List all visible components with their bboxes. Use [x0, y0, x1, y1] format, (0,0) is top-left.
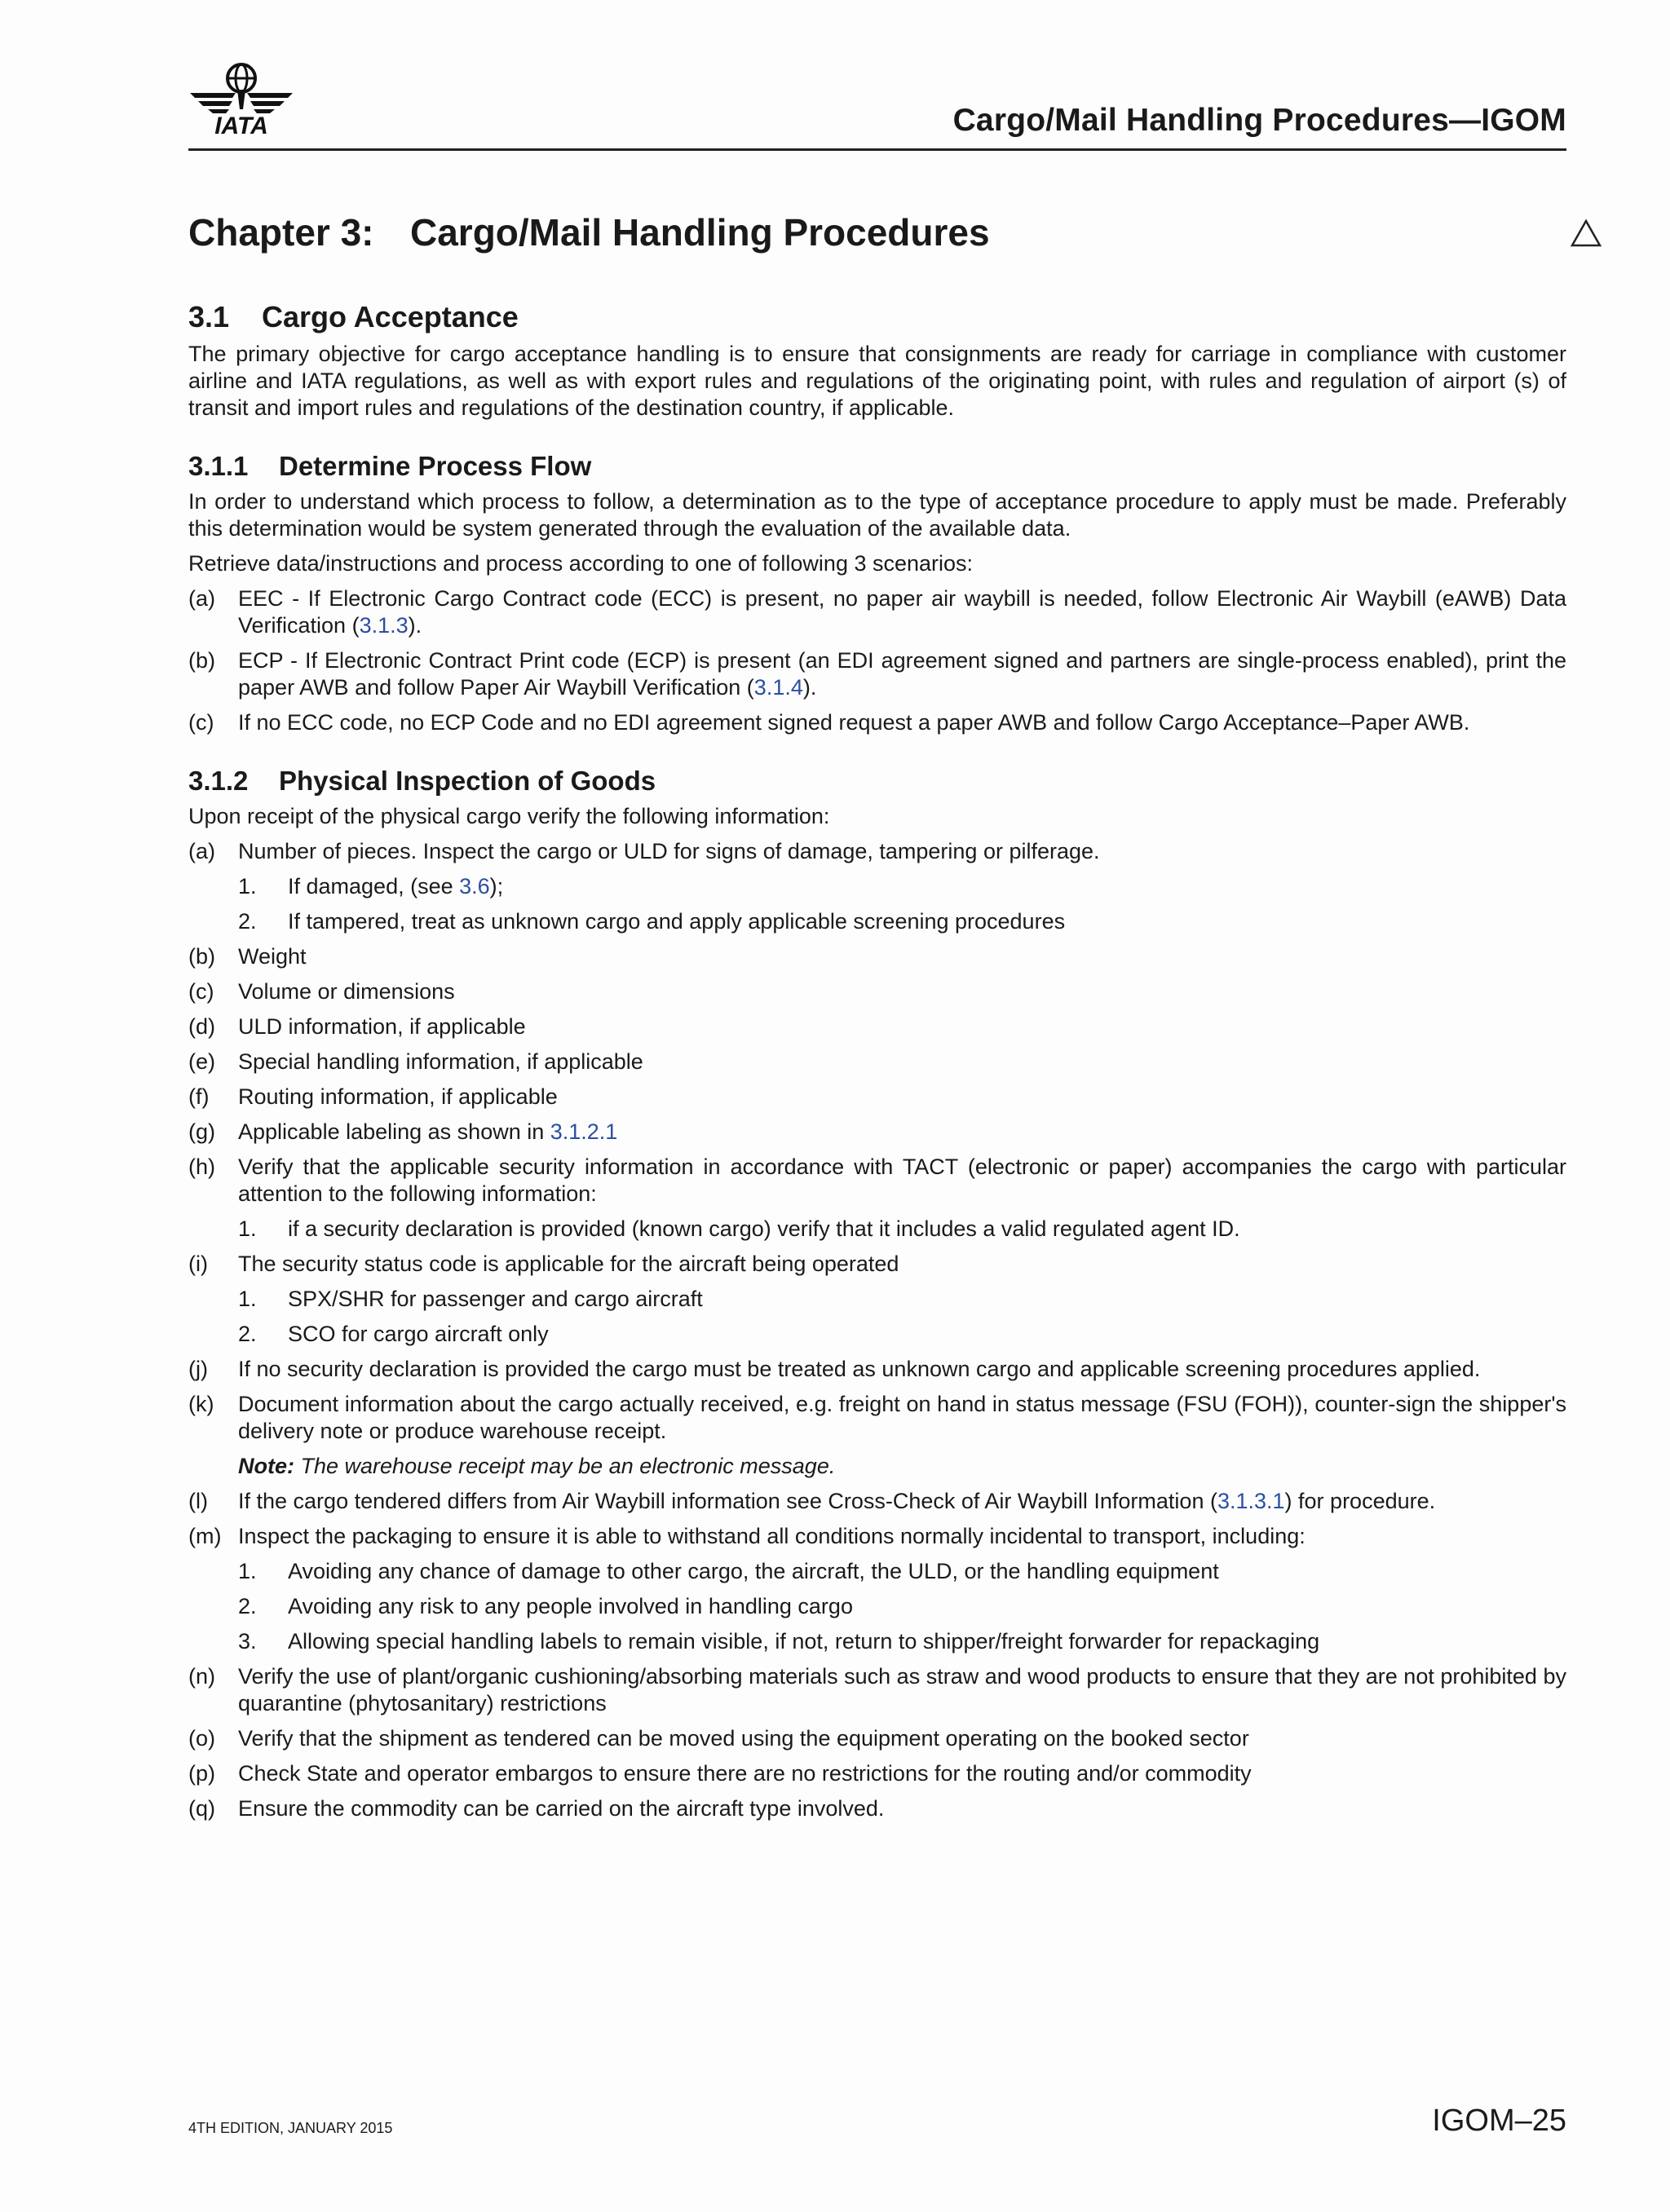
list-item: (f) Routing information, if applicable — [188, 1084, 558, 1109]
sub-list-item: 1. If damaged, (see 3.6); — [238, 874, 504, 898]
iata-logo-icon — [188, 57, 294, 139]
revision-triangle-icon — [1570, 219, 1602, 248]
edition-footer: 4TH EDITION, JANUARY 2015 — [188, 2120, 393, 2136]
list-item: (d) ULD information, if applicable — [188, 1014, 526, 1039]
cross-ref-link[interactable]: 3.1.4 — [753, 675, 803, 700]
paragraph: Upon receipt of the physical cargo verify the following information: — [188, 804, 830, 828]
list-item: (b) ECP - If Electronic Contract Print code (ECP) is present (an EDI agreement signed and partners are single-process enabled), print the paper AWB and follow Paper Air Waybill Verification (3.1.4). — [188, 648, 1566, 700]
subsection-title: Physical Inspection of Goods — [279, 766, 656, 796]
page-body — [188, 300, 1566, 1830]
list-item: (n) Verify the use of plant/organic cushioning/absorbing materials such as straw and wood products to ensure that they are not prohibited by quarantine (phytosanitary) restrictions — [188, 1664, 1566, 1715]
list-item: (b) Weight — [188, 944, 307, 969]
cross-ref-link[interactable]: 3.1.3 — [359, 613, 409, 638]
list-item: (a) EEC - If Electronic Cargo Contract code (ECC) is present, no paper air waybill is needed, follow Electronic Air Waybill (eAWB) Data Verification (3.1.3). — [188, 586, 1566, 638]
cross-ref-link[interactable]: 3.6 — [459, 874, 490, 898]
list-item: (a) Number of pieces. Inspect the cargo or ULD for signs of damage, tampering or pilferage. — [188, 839, 1100, 863]
running-title: Cargo/Mail Handling Procedures—IGOM — [952, 103, 1566, 138]
subsection-number: 3.1.2 — [188, 766, 249, 796]
section-number: 3.1 — [188, 300, 230, 333]
list-item: (e) Special handling information, if applicable — [188, 1049, 643, 1074]
sub-list-item: 2. If tampered, treat as unknown cargo and apply applicable screening procedures — [238, 909, 1066, 934]
paragraph: The primary objective for cargo acceptance handling is to ensure that consignments are ready for carriage in compliance with customer airline and IATA regulations, as well as with export rules and regulations of the originating point, with rules and regulation of airport (s) of transit and import rules and regulations of the destination country, if applicable. — [188, 342, 1566, 420]
sub-list-item: 3. Allowing special handling labels to remain visible, if not, return to shipper/freight forwarder for repackaging — [238, 1629, 1320, 1653]
paragraph: Retrieve data/instructions and process according to one of following 3 scenarios: — [188, 551, 974, 576]
chapter-number: Chapter 3: — [188, 211, 374, 254]
chapter-title — [188, 210, 990, 254]
sub-list-item: 1. Avoiding any chance of damage to other cargo, the aircraft, the ULD, or the handling equipment — [238, 1559, 1219, 1583]
section-title: Cargo Acceptance — [262, 300, 519, 333]
list-item: (q) Ensure the commodity can be carried on the aircraft type involved. — [188, 1796, 885, 1821]
list-item: (p) Check State and operator embargos to ensure there are no restrictions for the routing and/or commodity — [188, 1761, 1252, 1786]
sub-list-item: 1. if a security declaration is provided (known cargo) verify that it includes a valid regulated agent ID. — [238, 1216, 1240, 1241]
list-item: (o) Verify that the shipment as tendered can be moved using the equipment operating on the booked sector — [188, 1726, 1249, 1751]
subsection-heading — [188, 451, 1566, 482]
subsection-heading — [188, 766, 1566, 797]
list-item: (m) Inspect the packaging to ensure it is able to withstand all conditions normally incidental to transport, including: — [188, 1524, 1306, 1548]
list-item: (g) Applicable labeling as shown in 3.1.2.1 — [188, 1119, 618, 1144]
list-item: (i) The security status code is applicable for the aircraft being operated — [188, 1252, 899, 1276]
page-number: IGOM–25 — [1432, 2104, 1566, 2138]
list-item: (h) Verify that the applicable security information in accordance with TACT (electronic or paper) accompanies the cargo with particular attention to the following information: — [188, 1155, 1566, 1206]
svg-text:IATA: IATA — [214, 113, 268, 139]
list-item: (c) Volume or dimensions — [188, 979, 455, 1004]
subsection-title: Determine Process Flow — [279, 451, 592, 481]
list-item: (c) If no ECC code, no ECP Code and no EDI agreement signed request a paper AWB and follow Cargo Acceptance–Paper AWB. — [188, 710, 1470, 735]
list-item: (j) If no security declaration is provided the cargo must be treated as unknown cargo and applicable screening procedures applied. — [188, 1357, 1481, 1381]
sub-list-item: 2. SCO for cargo aircraft only — [238, 1322, 549, 1346]
section-heading — [188, 300, 1566, 334]
cross-ref-link[interactable]: 3.1.3.1 — [1217, 1489, 1285, 1513]
sub-list-item: 2. Avoiding any risk to any people involved in handling cargo — [238, 1594, 853, 1618]
list-item: (k) Document information about the cargo actually received, e.g. freight on hand in status message (FSU (FOH)), counter-sign the shipper's delivery note or produce warehouse receipt. — [188, 1392, 1566, 1443]
sub-list-item: 1. SPX/SHR for passenger and cargo aircraft — [238, 1287, 703, 1311]
list-item: (l) If the cargo tendered differs from Air Waybill information see Cross-Check of Air Waybill Information (3.1.3.1) for procedure. — [188, 1489, 1436, 1513]
cross-ref-link[interactable]: 3.1.2.1 — [550, 1119, 618, 1144]
note: Note: The warehouse receipt may be an electronic message. — [238, 1454, 836, 1478]
page-header — [188, 57, 1566, 151]
chapter-heading: Cargo/Mail Handling Procedures — [410, 211, 990, 254]
paragraph: In order to understand which process to follow, a determination as to the type of acceptance procedure to apply must be made. Preferably this determination would be system generated through the evaluation of the available data. — [188, 489, 1566, 541]
subsection-number: 3.1.1 — [188, 451, 249, 481]
